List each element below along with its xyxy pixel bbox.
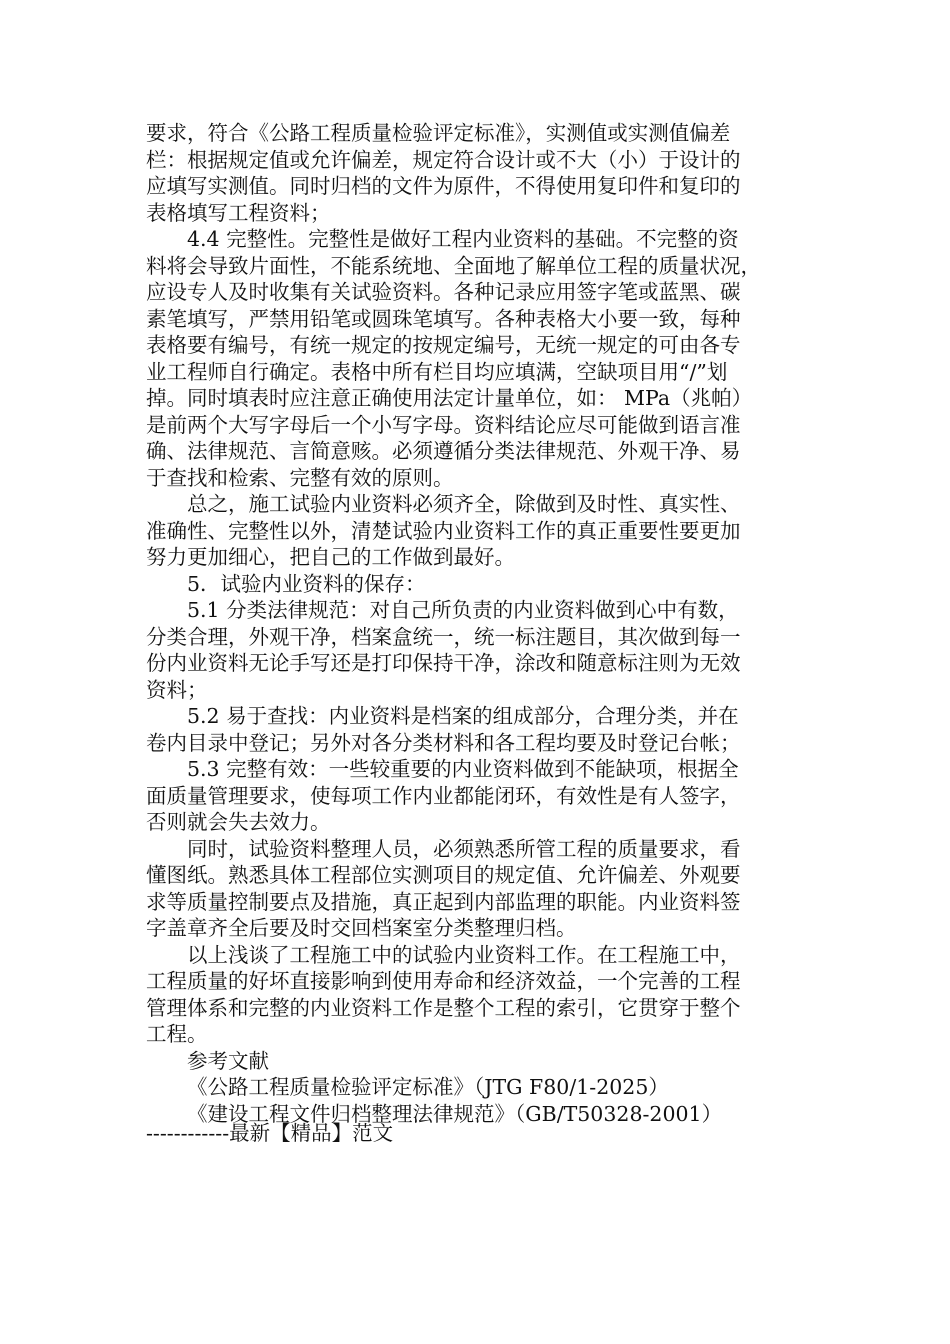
text-line: 素笔填写，严禁用铅笔或圆珠笔填写。各种表格大小要一致，每种 xyxy=(146,306,741,331)
text-line: 资料； xyxy=(146,677,208,702)
text-line: 同时，试验资料整理人员，必须熟悉所管工程的质量要求，看 xyxy=(187,836,741,861)
document-footer: ------------最新【精品】范文 xyxy=(146,1121,394,1145)
text-line: 要求，符合《公路工程质量检验评定标准》，实测值或实测值偏差 xyxy=(146,121,731,145)
text-line: 栏：根据规定值或允许偏差，规定符合设计或不大（小）于设计的 xyxy=(146,147,741,172)
text-line: 字盖章齐全后要及时交回档案室分类整理归档。 xyxy=(146,916,577,940)
text-line: 分类合理，外观干净，档案盒统一，统一标注题目，其次做到每一 xyxy=(146,624,741,649)
text-line: 卷内目录中登记；另外对各分类材料和各工程均要及时登记台帐； xyxy=(146,730,741,755)
text-line: 面质量管理要求，使每项工作内业都能闭环，有效性是有人签字， xyxy=(146,783,741,808)
text-line: 应设专人及时收集有关试验资料。各种记录应用签字笔或蓝黑、碳 xyxy=(146,280,741,304)
text-line: 5．试验内业资料的保存： xyxy=(187,571,426,596)
document-body xyxy=(146,120,806,1127)
text-line: 参考文献 xyxy=(187,1048,269,1073)
text-line: 料将会导致片面性，不能系统地、全面地了解单位工程的质量状况， xyxy=(146,253,761,278)
text-line: 管理体系和完整的内业资料工作是整个工程的索引，它贯穿于整个 xyxy=(146,995,741,1020)
text-line: 5.2 易于查找：内业资料是档案的组成部分，合理分类，并在 xyxy=(187,704,739,728)
text-line: 5.3 完整有效：一些较重要的内业资料做到不能缺项，根据全 xyxy=(187,757,739,781)
text-line: 份内业资料无论手写还是打印保持干净，涂改和随意标注则为无效 xyxy=(146,651,741,675)
text-line: 工程质量的好坏直接影响到使用寿命和经济效益，一个完善的工程 xyxy=(146,969,741,993)
text-line: 掉。同时填表时应注意正确使用法定计量单位，如： MPa（兆帕） xyxy=(146,386,753,410)
text-line: 于查找和检索、完整有效的原则。 xyxy=(146,465,454,490)
text-line: 总之，施工试验内业资料必须齐全，除做到及时性、真实性、 xyxy=(187,492,741,516)
text-line: 应填写实测值。同时归档的文件为原件，不得使用复印件和复印的 xyxy=(146,174,741,198)
text-line: 4.4 完整性。完整性是做好工程内业资料的基础。不完整的资 xyxy=(187,227,739,251)
text-line: 业工程师自行确定。表格中所有栏目均应填满，空缺项目用“/”划 xyxy=(146,359,728,384)
text-line: 是前两个大写字母后一个小写字母。资料结论应尽可能做到语言准 xyxy=(146,412,741,437)
text-line: 否则就会失去效力。 xyxy=(146,810,331,834)
text-line: 求等质量控制要点及措施，真正起到内部监理的职能。内业资料签 xyxy=(146,889,741,914)
text-line: 工程。 xyxy=(146,1022,208,1046)
text-line: 准确性、完整性以外，清楚试验内业资料工作的真正重要性要更加 xyxy=(146,518,741,543)
text-line: 《公路工程质量检验评定标准》（JTG F80/1-2025） xyxy=(187,1075,669,1099)
text-line: 努力更加细心，把自己的工作做到最好。 xyxy=(146,545,515,569)
text-line: 确、法律规范、言简意赅。必须遵循分类法律规范、外观干净、易 xyxy=(146,439,741,463)
text-line: 懂图纸。熟悉具体工程部位实测项目的规定值、允许偏差、外观要 xyxy=(146,863,741,887)
text-line: 以上浅谈了工程施工中的试验内业资料工作。在工程施工中， xyxy=(187,942,741,967)
text-line: 表格要有编号，有统一规定的按规定编号，无统一规定的可由各专 xyxy=(146,333,741,357)
text-line: 《建设工程文件归档整理法律规范》（GB/T50328-2001） xyxy=(187,1101,723,1126)
text-line: 5.1 分类法律规范：对自己所负责的内业资料做到心中有数， xyxy=(187,598,739,622)
text-line: 表格填写工程资料； xyxy=(146,200,331,225)
